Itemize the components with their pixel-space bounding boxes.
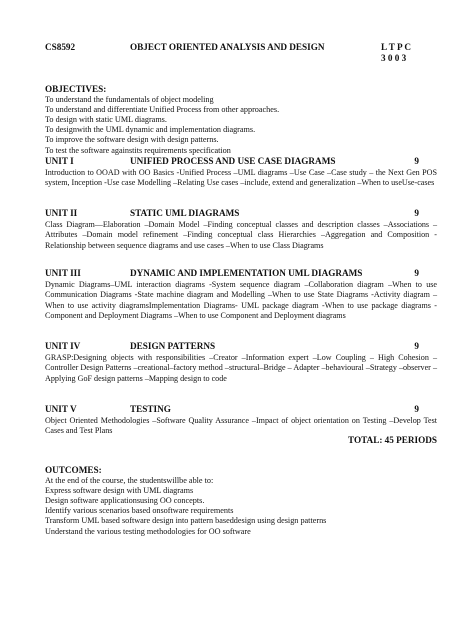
objective-item: To designwith the UML dynamic and implementation diagrams.: [45, 125, 256, 135]
outcomes-section: [45, 465, 437, 537]
course-header: [45, 42, 437, 66]
unit-content: GRASP:Designing objects with responsibilities –Creator –Information expert –Low Coupling – High Cohesion –Controller Design Patterns –creational–factory method –structural–Bridge – Adapter –behavioural –Strategy –observer –Applying GoF design patterns –Mapping design to code: [45, 353, 437, 383]
unit-content: Object Oriented Methodologies –Software Quality Assurance –Impact of object orientation on Testing –Develop Test Cases and Test Plans: [45, 416, 437, 436]
unit-1: [45, 156, 437, 189]
outcome-item: Design software applicationsusing OO concepts.: [45, 496, 205, 506]
unit-2: [45, 208, 437, 251]
unit-5: [45, 404, 437, 437]
unit-3: [45, 268, 437, 322]
objective-item: To improve the software design with design patterns.: [45, 135, 219, 145]
objectives-heading: OBJECTIVES:: [45, 84, 107, 94]
unit-number: UNIT IV: [45, 341, 81, 351]
unit-heading: [45, 268, 437, 280]
unit-number: UNIT I: [45, 156, 74, 166]
unit-title: DYNAMIC AND IMPLEMENTATION UML DIAGRAMS: [130, 268, 363, 278]
unit-title: UNIFIED PROCESS AND USE CASE DIAGRAMS: [130, 156, 336, 166]
outcome-item: Express software design with UML diagrams: [45, 486, 194, 496]
unit-content: Class Diagram––Elaboration –Domain Model –Finding conceptual classes and description classes –Associations –Attributes –Domain model refinement –Finding conceptual class Hierarchies –Aggregation and Composition -Relationship between sequence diagrams and use cases –When to use Class Diagrams: [45, 220, 437, 250]
objective-item: To test the software againstits requirements specification: [45, 145, 231, 155]
unit-heading: [45, 208, 437, 220]
unit-content: Introduction to OOAD with OO Basics -Unified Process –UML diagrams –Use Case –Case study – the Next Gen POS system, Inception -Use case Modelling –Relating Use cases –include, extend and generalization –When to useUse-cases: [45, 168, 437, 188]
unit-hours: 9: [414, 404, 419, 414]
ltpc-block: [381, 42, 437, 64]
unit-number: UNIT II: [45, 208, 78, 218]
unit-heading: [45, 156, 437, 168]
objective-item: To understand the fundamentals of object modeling: [45, 95, 214, 105]
unit-number: UNIT V: [45, 404, 77, 414]
unit-heading: [45, 404, 437, 416]
objective-item: To understand and differentiate Unified Process from other approaches.: [45, 105, 280, 115]
course-code: CS8592: [45, 42, 76, 52]
unit-heading: [45, 341, 437, 353]
unit-hours: 9: [414, 268, 419, 278]
outcome-item: At the end of the course, the studentswillbe able to:: [45, 476, 214, 486]
total-periods: TOTAL: 45 PERIODS: [348, 435, 437, 445]
course-title: OBJECT ORIENTED ANALYSIS AND DESIGN: [130, 42, 325, 52]
ltpc-label: L T P C: [381, 42, 412, 52]
outcome-item: Identify various scenarios based onsoftware requirements: [45, 506, 234, 516]
ltpc-values: 3 0 0 3: [381, 53, 407, 63]
unit-hours: 9: [414, 208, 419, 218]
outcomes-heading: OUTCOMES:: [45, 465, 102, 475]
unit-hours: 9: [414, 341, 419, 351]
unit-number: UNIT III: [45, 268, 81, 278]
unit-title: TESTING: [130, 404, 171, 414]
outcome-item: Understand the various testing methodologies for OO software: [45, 526, 251, 536]
objectives-section: [45, 84, 437, 156]
unit-title: STATIC UML DIAGRAMS: [130, 208, 240, 218]
unit-content: Dynamic Diagrams–UML interaction diagrams -System sequence diagram –Collaboration diagram –When to use Communication Diagrams -State machine diagram and Modelling –When to use State Diagrams -Activity diagram –When to use activity diagramsImplementation Diagrams- UML package diagram -When to use package diagrams -Component and Deployment Diagrams –When to use Component and Deployment diagrams: [45, 280, 437, 321]
unit-title: DESIGN PATTERNS: [130, 341, 216, 351]
unit-hours: 9: [414, 156, 419, 166]
objective-item: To design with static UML diagrams.: [45, 115, 167, 125]
unit-4: [45, 341, 437, 384]
outcome-item: Transform UML based software design into pattern baseddesign using design patterns: [45, 516, 327, 526]
